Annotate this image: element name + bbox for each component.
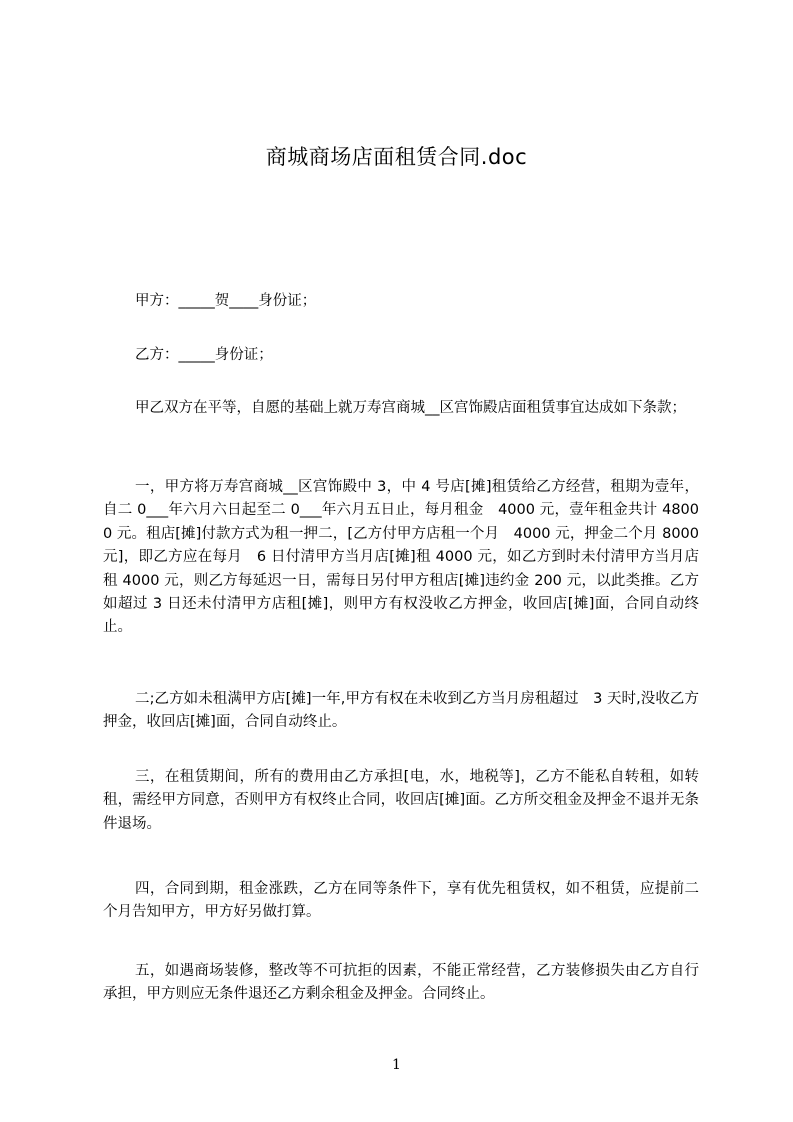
party-a-line: 甲方：_____贺____身份证； <box>135 293 317 309</box>
party-b-line: 乙方：_____身份证； <box>135 347 273 363</box>
clause-3-paragraph: 三，在租赁期间，所有的费用由乙方承担[电，水，地税等]，乙方不能私自转租，如转租，需经甲方同意，否则甲方有权终止合同，收回店[摊]面。乙方所交租金及押金不退并无条件退场。 <box>103 769 699 832</box>
document-title: 商城商场店面租赁合同.doc <box>265 145 528 169</box>
clause-5-paragraph: 五，如遇商场装修，整改等不可抗拒的因素，不能正常经营，乙方装修损失由乙方自行承担，甲方则应无条件退还乙方剩余租金及押金。合同终止。 <box>103 963 699 1003</box>
clause-4-paragraph: 四，合同到期，租金涨跌，乙方在同等条件下，享有优先租赁权，如不租赁，应提前二个月告知甲方，甲方好另做打算。 <box>103 881 699 921</box>
clause-1-paragraph: 一，甲方将万寿宫商城__区宫饰殿中 3，中 4 号店[摊]租赁给乙方经营，租期为壹年，自二 0___年六月六日起至二 0___年六月五日止，每月租金 4000 元，壹年租金共计 48000 元。租店[摊]付款方式为租一押二，[乙方付甲方店租一个月 4000 元，押金二个月 8000 元]，即乙方应在每月 6 日付清甲方当月店[摊]租 4000 元，如乙方到时未付清甲方当月店租 4000 元，则乙方每延迟一日，需每日另付甲方租店[摊]违约金 200 元，以此类推。乙方如超过 3 日还未付清甲方店租[摊]，则甲方有权没收乙方押金，收回店[摊]面，合同自动终止。 <box>103 479 699 636</box>
page-number: 1 <box>392 1057 401 1073</box>
preamble-paragraph: 甲乙双方在平等，自愿的基础上就万寿宫商城__区宫饰殿店面租赁事宜达成如下条款； <box>135 400 686 416</box>
clause-2-paragraph: 二;乙方如未租满甲方店[摊]一年,甲方有权在未收到乙方当月房租超过 3 天时,没收乙方押金，收回店[摊]面，合同自动终止。 <box>103 691 699 731</box>
